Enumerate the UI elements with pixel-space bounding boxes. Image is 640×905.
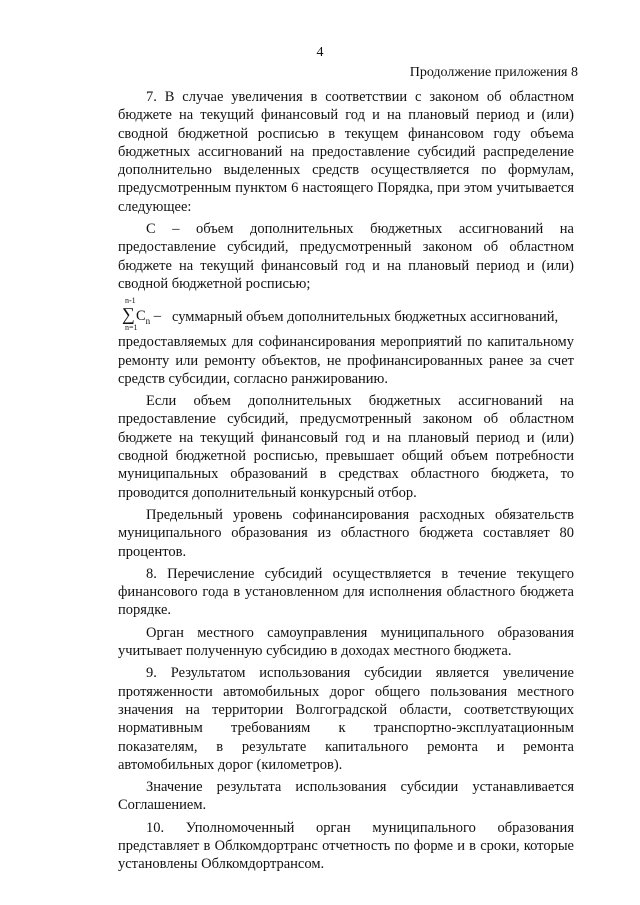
document-body — [118, 88, 574, 874]
sum-description: суммарный объем дополнительных бюджетных ассигнований, — [172, 309, 559, 326]
appendix-continuation-note: Продолжение приложения 8 — [409, 65, 578, 80]
sum-formula-line — [118, 296, 574, 333]
sum-description-continued: предоставляемых для софинансирования мероприятий по капитальному ремонту или ремонту объектов, не профинансированных ранее за счет средств субсидии, согласно ранжированию. — [118, 334, 574, 387]
sum-lower-limit: n=1 — [125, 323, 138, 333]
sum-term-subscript: n — [145, 316, 151, 327]
sum-term-letter: C — [136, 308, 146, 325]
paragraph-local-authority: Орган местного самоуправления муниципального образования учитывает полученную субсидию в доходах местного бюджета. — [118, 624, 574, 660]
paragraph-10: 10. Уполномоченный орган муниципального образования представляет в Облкомдортранс отчетность по форме и в сроки, которые установлены Облкомдортрансом. — [118, 819, 574, 873]
sum-dash: – — [153, 308, 162, 325]
sum-formula — [122, 296, 168, 333]
paragraph-c-definition: С – объем дополнительных бюджетных ассигнований на предоставление субсидий, предусмотренный законом об областном бюджете на текущий финансовый год и на плановый период и (или) сводной бюджетной росписью; — [118, 221, 574, 292]
sum-term — [136, 308, 161, 329]
sum-upper-limit: n-1 — [125, 296, 136, 306]
sum-symbol-icon: ∑ — [122, 304, 135, 325]
paragraph-cofinancing-limit: Предельный уровень софинансирования расходных обязательств муниципального образования из областного бюджета составляет 80 процентов. — [118, 506, 574, 560]
paragraph-9: 9. Результатом использования субсидии является увеличение протяженности автомобильных дорог общего пользования местного значения на территории Волгоградской области, соответствующих нормативным требованиям к транспортно-эксплуатационным показателям, в результате капитального ремонта и ремонта автомобильных дорог (километров). — [118, 665, 574, 773]
paragraph-result-value: Значение результата использования субсидии устанавливается Соглашением. — [118, 779, 574, 814]
page-number: 4 — [316, 45, 324, 60]
paragraph-7: 7. В случае увеличения в соответствии с законом об областном бюджете на текущий финансовый год и на плановый период и (или) сводной бюджетной росписью в текущем финансовом году объема бюджетных ассигнований на предоставление субсидий распределение дополнительно выделенных средств осуществляется по формулам, предусмотренным пунктом 6 настоящего Порядка, при этом учитывается следующее: — [118, 89, 574, 215]
paragraph-excess-allocation: Если объем дополнительных бюджетных ассигнований на предоставление субсидий, предусмотренный законом об областном бюджете на текущий финансовый год и на плановый период и (или) сводной бюджетной росписью, превышает общий объем потребности муниципальных образований в средствах областного бюджета, то проводится дополнительный конкурсный отбор. — [118, 393, 574, 501]
paragraph-8: 8. Перечисление субсидий осуществляется в течение текущего финансового года в установленном для исполнения областного бюджета порядке. — [118, 565, 574, 619]
